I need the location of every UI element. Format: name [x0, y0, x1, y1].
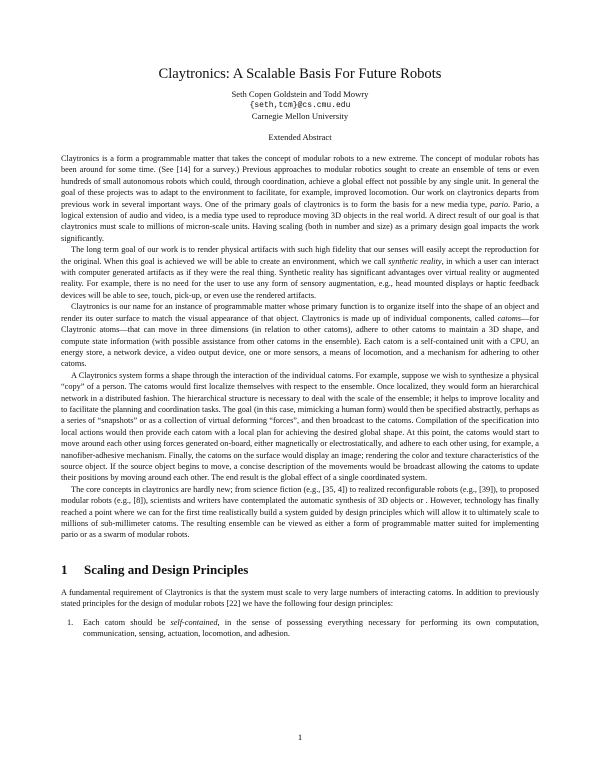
list-marker: 1.: [67, 617, 74, 627]
emphasis-text: pario: [489, 199, 508, 209]
section-intro: A fundamental requirement of Claytronics is that the system must scale to very large numbers of interacting catoms. In addition to previously stated principles for the design of modular robots [22] we have the following four design principles:: [61, 587, 539, 609]
paragraph: [61, 153, 539, 244]
abstract-label: Extended Abstract: [268, 132, 332, 142]
text-run: A Claytronics system forms a shape through the interaction of the individual catoms. For example, suppose we wish to synthesize a physical “copy” of a person. The catoms would first localize themselves with respect to the ensemble. Once localized, they would form an hierarchical network in a distributed fashion. The hierarchical structure is necessary to deal with the scale of the ensemble; it helps to improve locality and to facilitate the planning and coordination tasks. The goal (in this case, mimicking a human form) would then be specified abstractly, perhaps as a series of “snapshots” or as a collection of virtual deforming “forces”, and then broadcast to the catoms. Compilation of the specification into local actions would then provide each catom with a local plan for achieving the desired global shape. At this point, the catoms would start to move around each other using forces generated on-board, either magnetically or electrostatically, and adhere to each other using, for example, a nanofiber-adhesive mechanism. Finally, the catoms on the surface would display an image; rendering the color and texture characteristics of the source object. If the source object begins to move, a concise description of the movements would be broadcast allowing the catoms to update their positions by moving around each other. The end result is the global effect of a single coordinated system.: [61, 370, 539, 483]
text-run: , in the sense of possessing everything necessary for performing its own computation, communication, sensing, actuation, locomotion, and adhesion.: [83, 617, 539, 639]
text-run: The core concepts in claytronics are hardly new; from science fiction (e.g., [35, 4]) to realized reconfigurable robots (e.g., [39]), to proposed modular robots (e.g., [8]), scientists and writers have contemplated the automatic synthesis of 3D objects or . However, technology has finally reached a point where we can for the first time realistically build a system guided by design principles which will allow it to ultimately scale to millions of sub-millimeter catoms. The resulting ensemble can be viewed as either a form of programmable matter suited for implementing pario or as a swarm of modular robots.: [61, 484, 539, 540]
paper-title: Claytronics: A Scalable Basis For Future Robots: [158, 66, 442, 82]
paper-page: [61, 56, 539, 639]
list-item: [61, 617, 539, 640]
text-run: Claytronics is a form a programmable matter that takes the concept of modular robots to a new extreme. The concept of modular robots has been around for some time. (See [14] for a survey.) Previous approaches to modular robotics sought to create an ensemble of tens or even hundreds of small autonomous robots which could, through coordination, achieve a global effect not possible by any single unit. In general the goal of these projects was to adapt to the environment to facilitate, for example, improved locomotion. Our work on claytronics departs from previous work in several important ways. One of the primary goals of claytronics is to form the basis for a new media type,: [61, 154, 539, 209]
paragraph: [61, 370, 539, 484]
text-run: , in which a user can interact with computer generated artifacts as if they were the real thing. Synthetic reality has significant advantages over virtual reality or augmented reality. For example, there is no need for the user to use any form of sensory augmentation, e.g., head mounted displays or haptic feedback devices will be able to see, touch, pick-up, or even use the rendered artifacts.: [61, 256, 539, 300]
page-number: 1: [297, 732, 303, 742]
principles-list: [61, 617, 539, 640]
section-heading: [61, 562, 539, 578]
affiliation: Carnegie Mellon University: [251, 111, 349, 121]
text-run: The long term goal of our work is to render physical artifacts with such high fidelity that our senses will easily accept the reproduction for the original. When this goal is achieved we will be able to create an environment, which we call: [61, 245, 539, 266]
text-run: . Pario, a logical extension of audio and video, is a media type used to reproduce moving 3D objects in the real world. A direct result of our goal is that claytronics must scale to millions of micron-scale units. Having scaling (both in number and size) as a primary design goal impacts the work significantly.: [61, 199, 540, 243]
text-run: Claytronics is our name for an instance of programmable matter whose primary function is to organize itself into the shape of an object and render its outer surface to match the visual appearance of that object. Claytronics is made up of individual components, called: [61, 302, 539, 323]
emphasis-text: synthetic reality: [388, 256, 442, 266]
emphasis-text: catoms: [497, 313, 522, 323]
paragraph: [61, 301, 539, 369]
section-number: 1: [61, 561, 68, 577]
abstract-body: [61, 153, 539, 541]
section-title: Scaling and Design Principles: [84, 561, 249, 577]
list-item-text: [83, 617, 539, 640]
paragraph: [61, 484, 539, 541]
text-run: —for Claytronic atoms—that can move in three dimensions (in relation to other catoms), adhere to other catoms to maintain a 3D shape, and compute state information (with possible assistance from other catoms in the ensemble). Each catom is a self-contained unit with a CPU, an energy store, a network device, a video output device, one or more sensors, a means of locomotion, and a mechanism for adhering to other catoms.: [61, 313, 539, 369]
author-names: Seth Copen Goldstein and Todd Mowry: [231, 89, 369, 99]
paragraph: [61, 244, 539, 301]
emphasis-text: self-contained: [170, 617, 218, 627]
text-run: Each catom should be: [83, 617, 171, 627]
author-email: {seth,tcm}@cs.cmu.edu: [249, 101, 351, 110]
